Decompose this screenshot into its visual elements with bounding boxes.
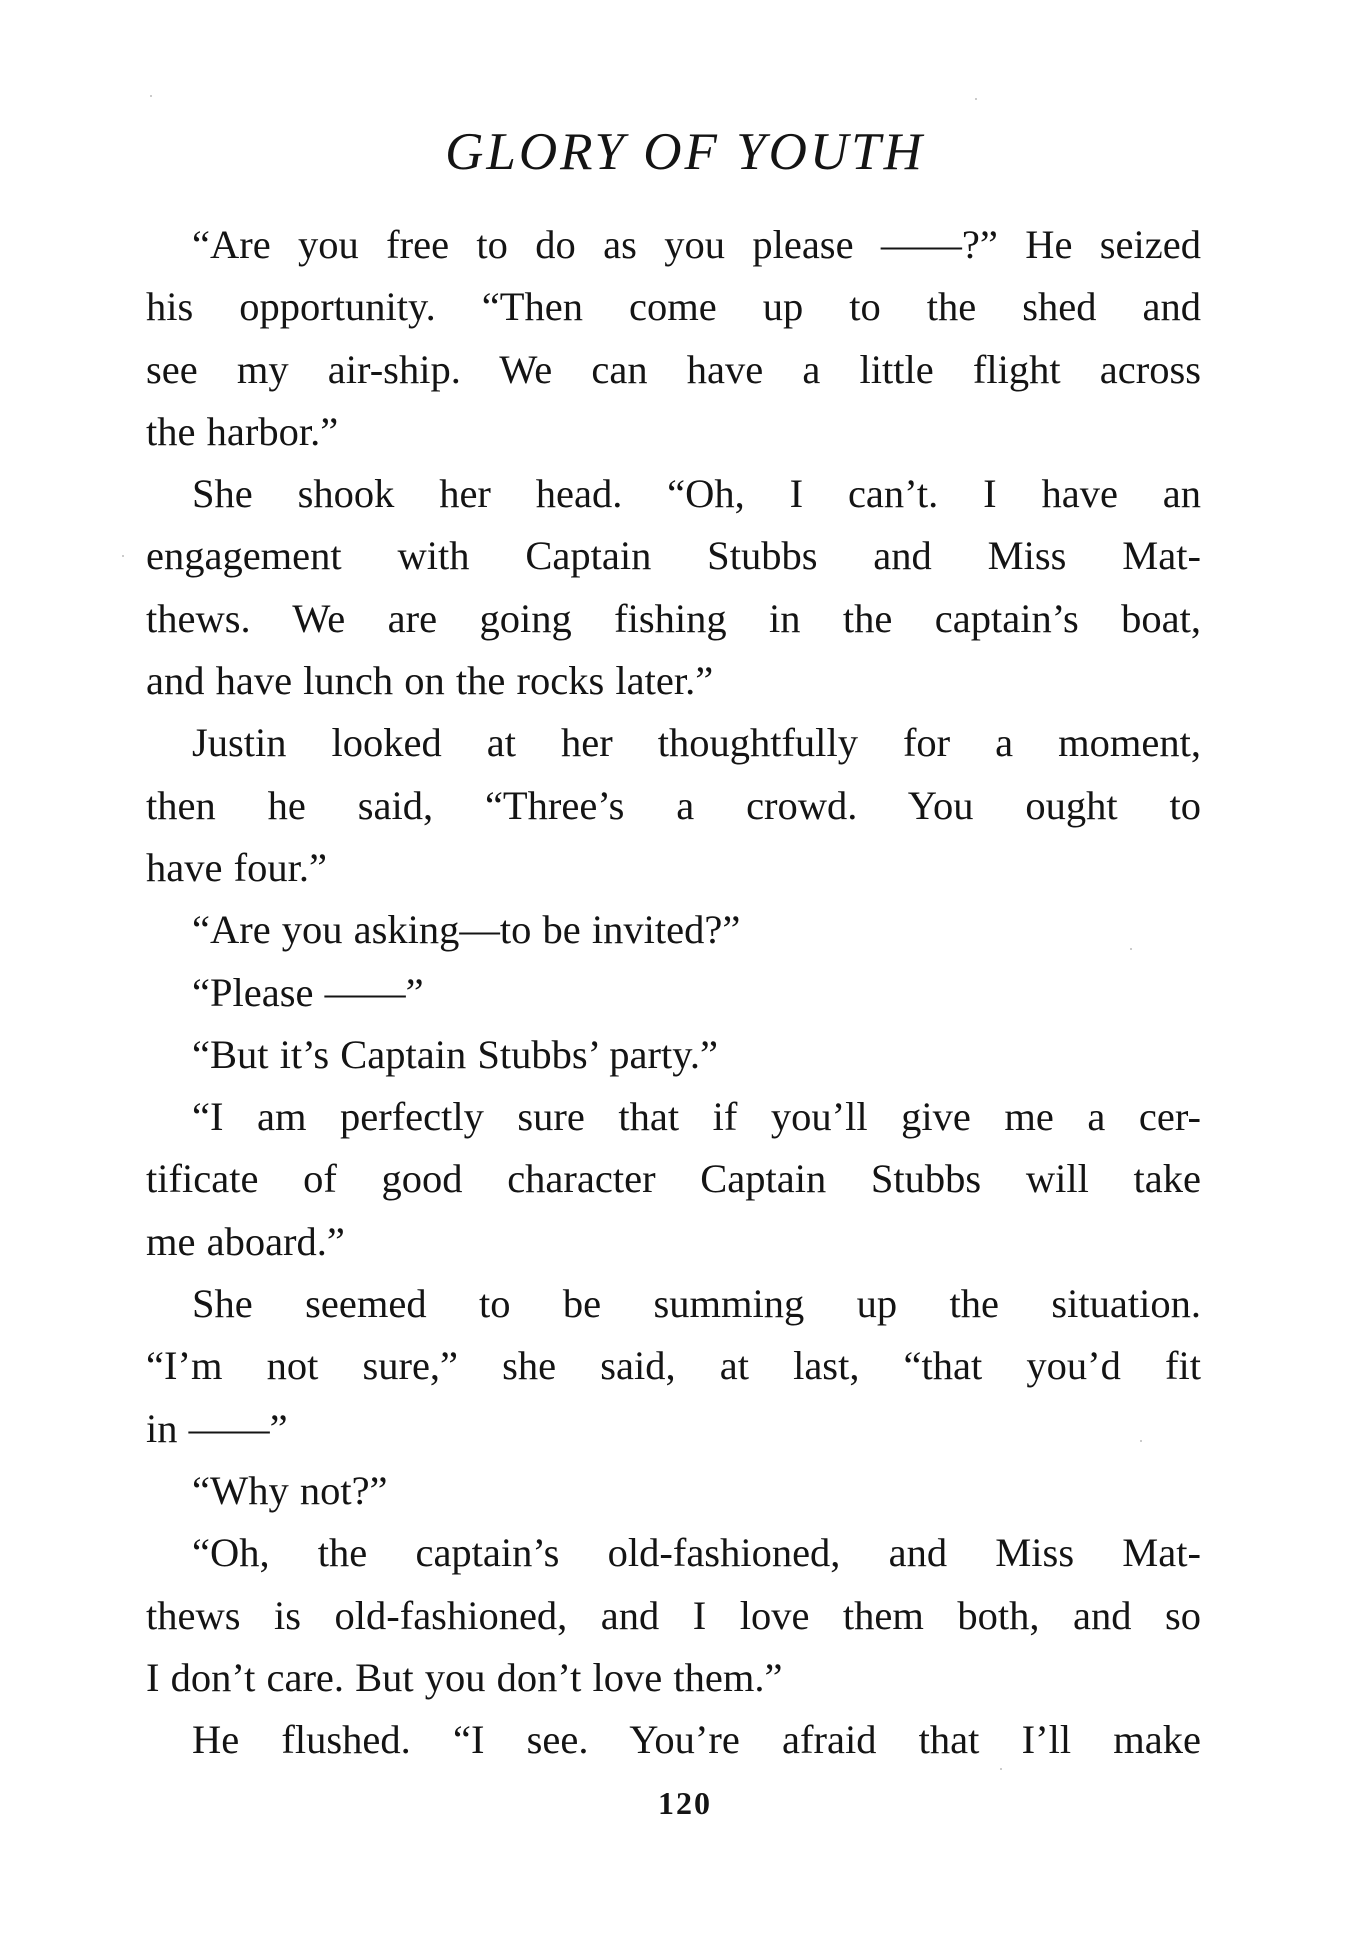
- text-line: “But it’s Captain Stubbs’ party.”: [192, 1031, 718, 1077]
- text-line: have four.”: [146, 844, 327, 890]
- text-line: and have lunch on the rocks later.”: [146, 658, 714, 704]
- paper-speck: [122, 555, 124, 557]
- text-line: “Why not?”: [192, 1467, 388, 1513]
- text-line: “I am perfectly sure that if you’ll give me a cer-: [192, 1094, 1201, 1140]
- paragraph: [146, 1273, 1201, 1460]
- text-line: his opportunity. “Then come up to the shed and: [146, 284, 1201, 330]
- paragraph: [146, 712, 1201, 899]
- paragraph: [146, 1086, 1201, 1273]
- paper-speck: [1140, 1440, 1142, 1442]
- text-line: She shook her head. “Oh, I can’t. I have an: [192, 471, 1201, 517]
- text-line: “Please ——”: [192, 969, 424, 1015]
- paragraph: [146, 463, 1201, 712]
- paper-speck: [1130, 948, 1132, 950]
- text-line: Justin looked at her thoughtfully for a moment,: [192, 720, 1201, 766]
- paragraph: [146, 962, 1201, 1024]
- text-line: thews is old-fashioned, and I love them both, and so: [146, 1592, 1201, 1638]
- page-number: 120: [658, 1785, 712, 1821]
- text-line: me aboard.”: [146, 1218, 345, 1264]
- paragraph: [146, 1460, 1201, 1522]
- text-line: “I’m not sure,” she said, at last, “that you’d fit: [146, 1343, 1201, 1389]
- paper-speck: [975, 98, 977, 100]
- text-line: tificate of good character Captain Stubbs will take: [146, 1156, 1201, 1202]
- paragraph: [146, 1709, 1201, 1771]
- text-line: “Oh, the captain’s old-fashioned, and Miss Mat-: [192, 1530, 1201, 1576]
- text-line: “Are you free to do as you please ——?” He seized: [192, 222, 1201, 267]
- paragraph: [146, 1522, 1201, 1709]
- paragraph: [146, 899, 1201, 961]
- text-line: She seemed to be summing up the situation.: [192, 1281, 1201, 1327]
- paragraph: [146, 214, 1201, 463]
- text-line: thews. We are going fishing in the captain’s boat,: [146, 595, 1201, 641]
- text-line: then he said, “Three’s a crowd. You ought to: [146, 782, 1201, 828]
- text-line: “Are you asking—to be invited?”: [192, 907, 741, 953]
- text-line: engagement with Captain Stubbs and Miss Mat-: [146, 533, 1201, 579]
- text-line: I don’t care. But you don’t love them.”: [146, 1654, 783, 1700]
- paper-speck: [150, 95, 152, 97]
- paragraph: [146, 1024, 1201, 1086]
- text-line: the harbor.”: [146, 408, 339, 454]
- text-line: He flushed. “I see. You’re afraid that I’ll make: [192, 1717, 1201, 1763]
- text-line: see my air-ship. We can have a little flight across: [146, 346, 1201, 392]
- paper-speck: [1000, 1768, 1002, 1770]
- text-line: in ——”: [146, 1405, 288, 1451]
- body-text: [146, 214, 1201, 1771]
- running-head: GLORY OF YOUTH: [445, 123, 925, 181]
